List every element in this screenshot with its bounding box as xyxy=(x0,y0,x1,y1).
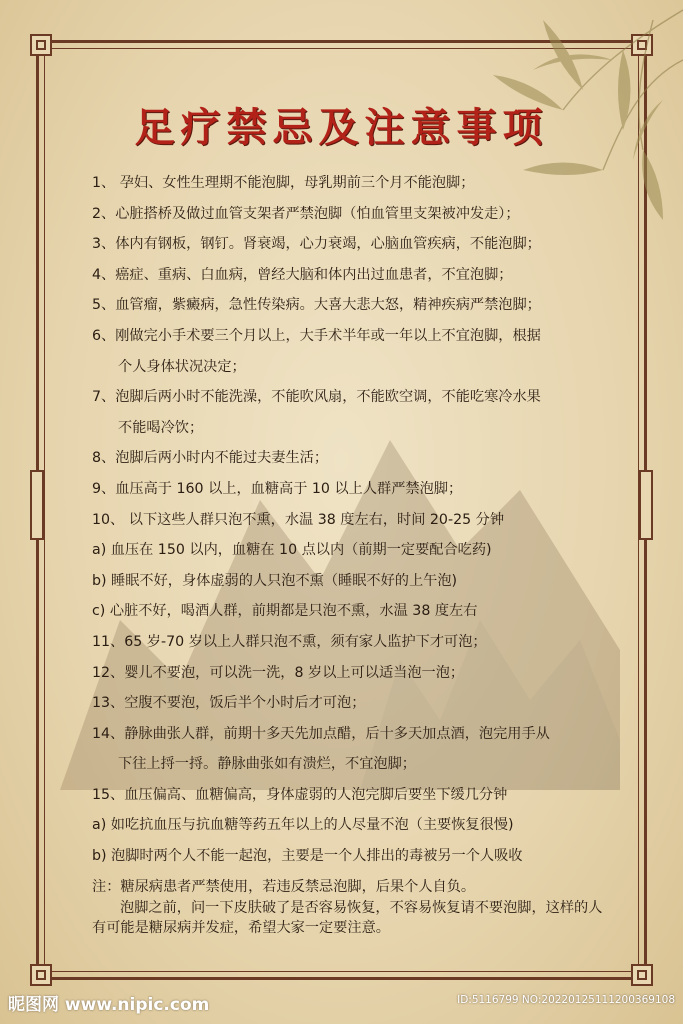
precaution-list xyxy=(92,168,622,902)
list-item: b) 睡眠不好，身体虚弱的人只泡不熏（睡眠不好的上午泡) xyxy=(92,572,458,589)
list-item: 13、空腹不要泡，饭后半个小时后才可泡； xyxy=(92,695,366,712)
image-id-watermark: ID:5116799 NO:20220125111200369108 xyxy=(457,994,675,1006)
side-ornament xyxy=(30,470,44,540)
list-item: 5、血管瘤，紫癜病，急性传染病。大喜大悲大怒，精神疾病严禁泡脚； xyxy=(92,297,541,314)
list-item: 9、血压高于 160 以上，血糖高于 10 以上人群严禁泡脚； xyxy=(92,480,463,497)
list-item: 2、心脏搭桥及做过血管支架者严禁泡脚（怕血管里支架被冲发走）； xyxy=(92,205,520,222)
list-item: 4、癌症、重病、白血病，曾经大脑和体内出过血患者，不宜泡脚； xyxy=(92,266,513,283)
corner-ornament xyxy=(631,964,653,986)
list-item: 7、泡脚后两小时不能洗澡，不能吹风扇，不能欧空调，不能吃寒冷水果 xyxy=(92,389,541,406)
list-item: 10、 以下这些人群只泡不熏，水温 38 度左右，时间 20-25 分钟 xyxy=(92,511,505,528)
closing-paragraph: 泡脚之前，问一下皮肤破了是否容易恢复，不容易恢复请不要泡脚，这样的人有可能是糖尿病并发症，希望大家一定要注意。 xyxy=(92,900,603,936)
list-item: 1、 孕妇、女性生理期不能泡脚，母乳期前三个月不能泡脚； xyxy=(92,175,475,191)
list-item: a) 如吃抗血压与抗血糖等药五年以上的人尽量不泡（主要恢复很慢) xyxy=(92,817,514,834)
list-item: b) 泡脚时两个人不能一起泡，主要是一个人排出的毒被另一个人吸收 xyxy=(92,848,523,865)
list-item: 12、婴儿不要泡，可以洗一洗，8 岁以上可以适当泡一泡； xyxy=(92,664,465,681)
list-item: 个人身体状况决定； xyxy=(118,358,246,375)
list-item: 不能喝冷饮； xyxy=(118,419,204,436)
list-item: 14、静脉曲张人群，前期十多天先加点醋，后十多天加点酒，泡完用手从 xyxy=(92,725,550,742)
corner-ornament xyxy=(30,964,52,986)
list-item: 下往上捋一捋。静脉曲张如有溃烂，不宜泡脚； xyxy=(118,756,416,773)
page-title: 足疗禁忌及注意事项 xyxy=(134,104,549,151)
side-ornament xyxy=(639,470,653,540)
list-item: 6、刚做完小手术要三个月以上，大手术半年或一年以上不宜泡脚，根据 xyxy=(92,327,541,344)
list-item: 15、血压偏高、血糖偏高，身体虚弱的人泡完脚后要坐下缓几分钟 xyxy=(92,786,508,803)
corner-ornament xyxy=(30,34,52,56)
list-item: 11、65 岁-70 岁以上人群只泡不熏，须有家人监护下才可泡； xyxy=(92,633,487,650)
list-item: 8、泡脚后两小时内不能过夫妻生活； xyxy=(92,450,329,467)
list-item: 注：糖尿病患者严禁使用，若违反禁忌泡脚，后果个人自负。 xyxy=(92,878,476,895)
site-watermark: 昵图网 www.nipic.com xyxy=(8,995,210,1015)
list-item: c) 心脏不好，喝酒人群，前期都是只泡不熏，水温 38 度左右 xyxy=(92,603,478,620)
list-item: 3、体内有钢板，钢钉。肾衰竭，心力衰竭，心脑血管疾病，不能泡脚； xyxy=(92,236,541,253)
list-item: a) 血压在 150 以内，血糖在 10 点以内（前期一定要配合吃药) xyxy=(92,542,492,559)
